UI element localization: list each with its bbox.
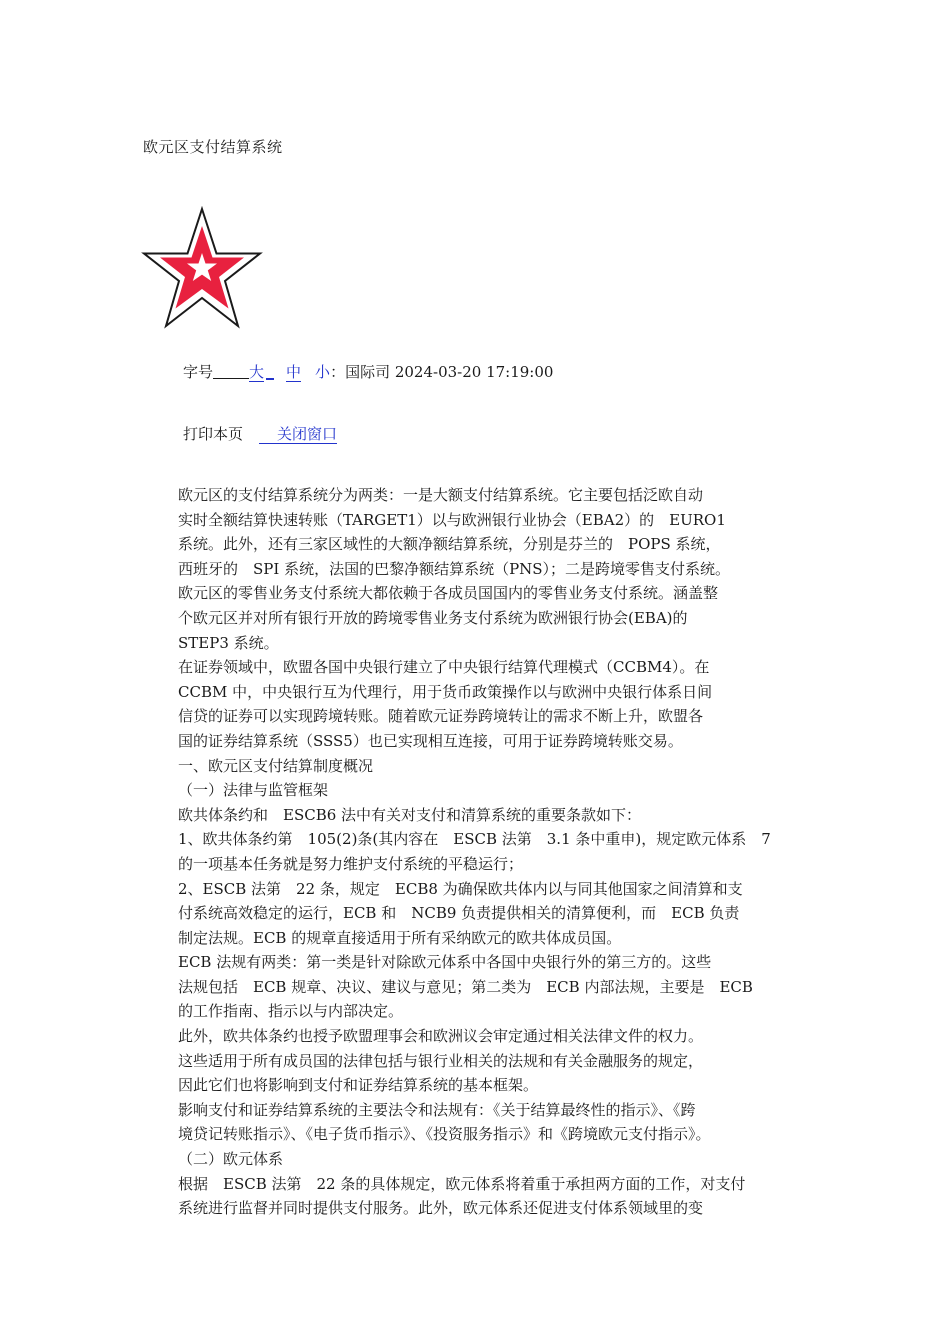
body-line: 因此它们也将影响到支付和证券结算系统的基本框架。: [178, 1076, 539, 1095]
body-line: 影响支付和证券结算系统的主要法令和法规有：《关于结算最终性的指示》、《跨: [178, 1100, 696, 1119]
red-star-emblem: [140, 206, 264, 330]
tools-line: [183, 423, 337, 444]
body-line: 此外，欧共体条约也授予欧盟理事会和欧洲议会审定通过相关法律文件的权力。: [178, 1027, 704, 1046]
body-line: 的一项基本任务就是努力维护支付系统的平稳运行；: [178, 854, 524, 873]
print-page-link[interactable]: 打印本页: [183, 425, 244, 443]
body-line: 的工作指南、指示以与内部决定。: [178, 1002, 404, 1021]
body-line: 个欧元区并对所有银行开放的跨境零售业务支付系统为欧洲银行协会(EBA)的: [178, 608, 688, 627]
document-title: 欧元区支付结算系统: [143, 138, 283, 156]
font-size-label: 字号: [183, 363, 214, 381]
body-line: 系统进行监督并同时提供支付服务。此外，欧元体系还促进支付体系领域里的变: [178, 1199, 704, 1218]
body-line: 制定法规。ECB 的规章直接适用于所有采纳欧元的欧共体成员国。: [178, 928, 622, 947]
body-line: CCBM 中，中央银行互为代理行，用于货币政策操作以与欧洲中央银行体系日间: [178, 682, 713, 701]
body-line: 欧元区的零售业务支付系统大都依赖于各成员国国内的零售业务支付系统。涵盖整: [178, 584, 719, 603]
body-line: 根据 ESCB 法第 22 条的具体规定，欧元体系将着重于承担两方面的工作，对支付: [178, 1174, 746, 1193]
font-size-medium-link[interactable]: 中: [286, 363, 302, 381]
body-line: 法规包括 ECB 规章、决议、建议与意见；第二类为 ECB 内部法规，主要是 ECB: [178, 977, 753, 996]
body-line: 西班牙的 SPI 系统，法国的巴黎净额结算系统（PNS）；二是跨境零售支付系统。: [178, 559, 731, 578]
body-line: 国的证券结算系统（SSS5）也已实现相互连接，可用于证券跨境转账交易。: [178, 731, 683, 750]
body-line: 在证券领域中，欧盟各国中央银行建立了中央银行结算代理模式（CCBM4）。在: [178, 658, 710, 677]
body-line: 实时全额结算快速转账（TARGET1）以与欧洲银行业协会（EBA2）的 EURO1: [178, 510, 726, 529]
subsection-heading: （二）欧元体系: [178, 1150, 284, 1169]
body-line: STEP3 系统。: [178, 633, 279, 652]
article-body: [178, 483, 818, 1221]
body-line: 系统。此外，还有三家区域性的大额净额结算系统，分别是芬兰的 POPS 系统，: [178, 535, 721, 554]
body-line: 境贷记转账指示》、《电子货币指示》、《投资服务指示》和《跨境欧元支付指示》。: [178, 1125, 711, 1144]
size-separator: [266, 364, 274, 380]
body-line: 欧共体条约和 ESCB6 法中有关对支付和清算系统的重要条款如下：: [178, 805, 642, 824]
font-size-big-link[interactable]: 大: [249, 363, 265, 381]
subsection-heading: （一）法律与监管框架: [178, 781, 329, 800]
close-window-link[interactable]: 关闭窗口: [259, 425, 337, 444]
body-line: 欧元区的支付结算系统分为两类：一是大额支付结算系统。它主要包括泛欧自动: [178, 486, 704, 504]
body-line: ECB 法规有两类：第一类是针对除欧元体系中各国中央银行外的第三方的。这些: [178, 953, 712, 972]
body-line: 这些适用于所有成员国的法律包括与银行业相关的法规和有关金融服务的规定，: [178, 1051, 704, 1070]
font-size-small-link[interactable]: 小: [315, 363, 331, 381]
body-line: 信贷的证券可以实现跨境转账。随着欧元证券跨境转让的需求不断上升，欧盟各: [178, 707, 704, 726]
font-size-spacer: [213, 364, 249, 379]
body-line: 1、欧共体条约第 105(2)条(其内容在 ESCB 法第 3.1 条中重申)，规定欧元体系 7: [178, 830, 771, 849]
meta-line: [183, 361, 553, 382]
section-heading: 一、欧元区支付结算制度概况: [178, 756, 374, 775]
body-line: 2、ESCB 法第 22 条，规定 ECB8 为确保欧共体内以与同其他国家之间清算和支: [178, 879, 743, 898]
body-line: 付系统高效稳定的运行，ECB 和 NCB9 负责提供相关的清算便利，而 ECB 负责: [178, 904, 740, 923]
source-and-timestamp: ：国际司 2024-03-20 17:19:00: [330, 363, 554, 381]
